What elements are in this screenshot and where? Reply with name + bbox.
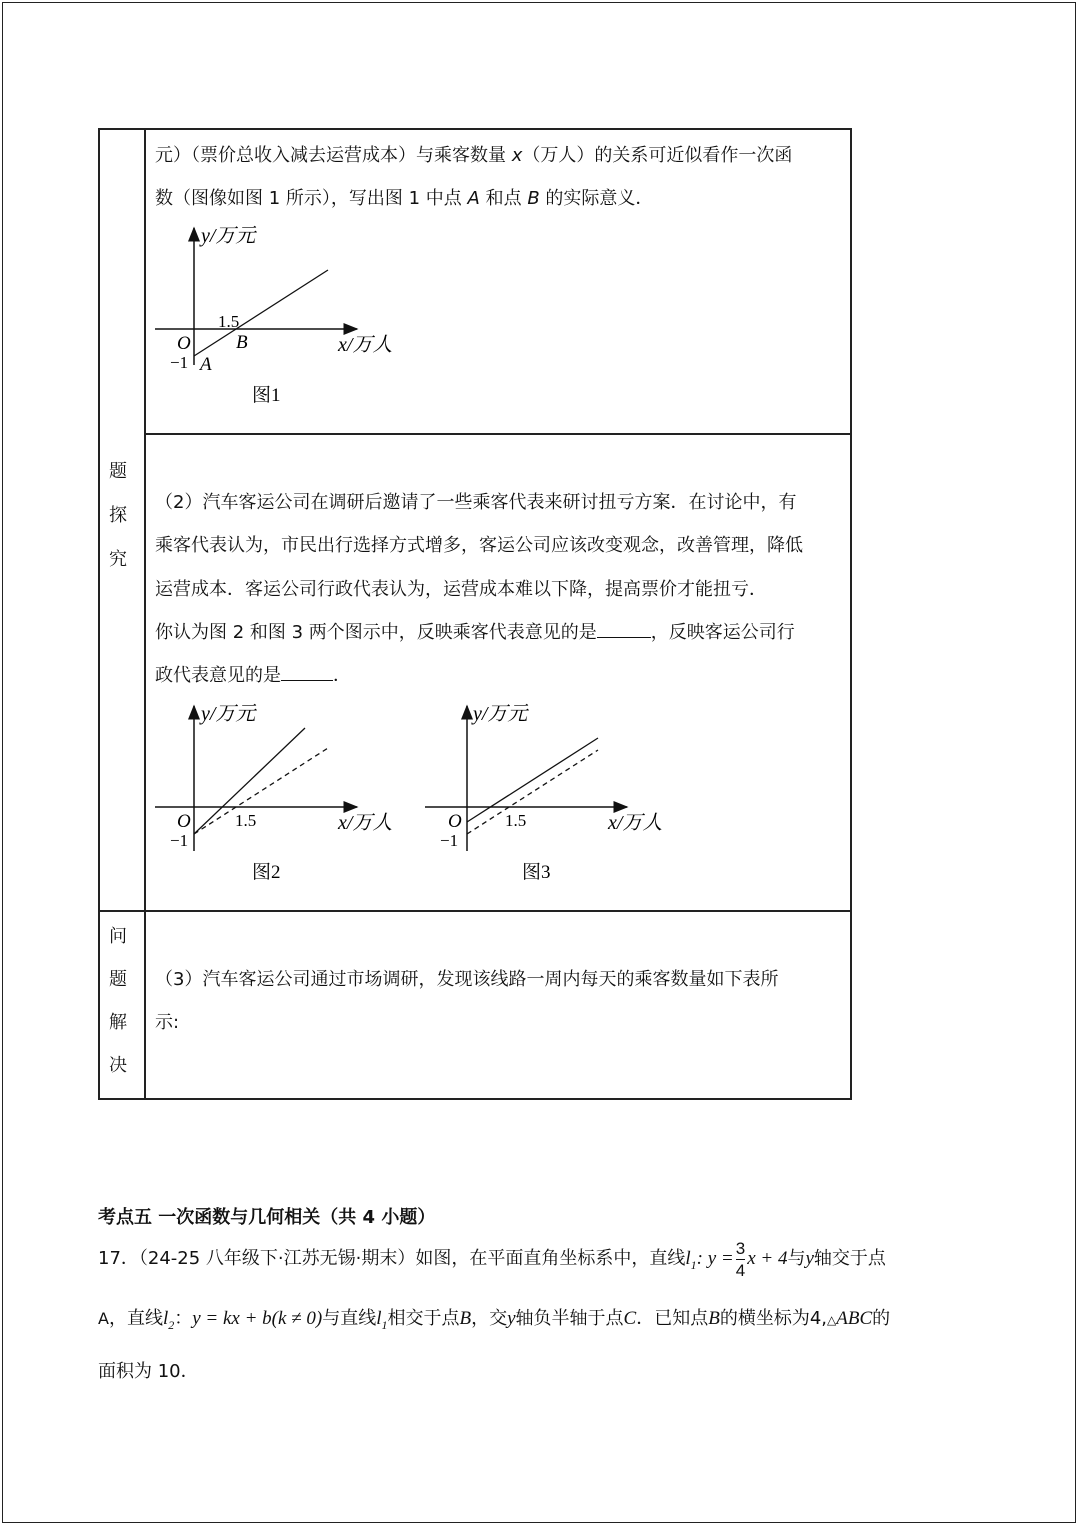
side-label-wen: 问 (109, 926, 127, 947)
p17-fraction (736, 1240, 745, 1279)
row-divider-2 (98, 910, 851, 912)
fig2-origin: O (177, 811, 191, 832)
problem17-line1 (98, 1236, 886, 1288)
row2-line1: （2）汽车客运公司在调研后邀请了一些乘客代表来研讨扭亏方案．在讨论中，有 (155, 492, 797, 513)
fig1-point-B-label: B (236, 332, 248, 353)
p17-y-var-2: y (507, 1308, 516, 1329)
row1-line1-part-a: 元）（票价总收入减去运营成本）与乘客数量 (155, 145, 506, 166)
fig2-x-label: x/万人 (338, 812, 393, 834)
p17-line2-part-g: 的横坐标为 (719, 1308, 810, 1329)
problem17-line3: 面积为 10． (98, 1361, 199, 1382)
table-right-border (850, 128, 852, 1099)
p17-l1-ref-letter: l (376, 1308, 382, 1329)
p17-l1-sub: 1 (690, 1257, 697, 1272)
side-label-tan: 探 (109, 505, 127, 526)
answer-blank-2[interactable] (281, 666, 333, 681)
fig1-caption: 图1 (252, 385, 281, 406)
side-label-jie: 解 (109, 1012, 127, 1033)
row1-line2-part-b: 和点 (485, 188, 522, 209)
p17-point-A: A (98, 1309, 109, 1328)
answer-blank-1[interactable] (597, 623, 651, 638)
table-left-border (98, 128, 100, 1099)
fig1-origin: O (177, 333, 191, 354)
row1-point-B: B (527, 188, 540, 209)
fig1-tick-label: 1.5 (218, 312, 240, 331)
fig2-dashed-line (194, 748, 328, 834)
fig2-tick-label: 1.5 (235, 811, 257, 830)
side-label-jue: 决 (109, 1055, 127, 1076)
table-bottom-border (98, 1098, 852, 1100)
p17-y-var: y (805, 1248, 814, 1269)
row1-var-x: x (511, 145, 523, 166)
fig1-x-label: x/万人 (338, 334, 393, 356)
p17-line2-part-h: 的 (872, 1308, 891, 1329)
fig1-y-label: y/万元 (201, 225, 256, 247)
p17-abc: ABC (836, 1308, 873, 1329)
p17-line2-part-f: ．已知点 (636, 1308, 709, 1329)
p17-line2-part-a: ，直线 (108, 1308, 163, 1329)
p17-line2-part-e: 轴负半轴于点 (515, 1308, 624, 1329)
row-divider-1 (144, 433, 851, 435)
p17-point-C: C (623, 1308, 637, 1329)
row1-line1 (155, 141, 792, 167)
p17-l1-letter: l (685, 1248, 691, 1269)
p17-line2-colon: ： (174, 1308, 193, 1329)
fig1-neg-one: −1 (170, 353, 189, 372)
row1-line2 (155, 184, 653, 210)
p17-line2-expr: y = kx + b(k ≠ 0) (192, 1308, 323, 1329)
row2-line3: 运营成本．客运公司行政代表认为，运营成本难以下降，提高票价才能扭亏． (155, 579, 767, 600)
p17-frac-den: 4 (735, 1260, 746, 1280)
table-top-border (98, 128, 852, 130)
p17-line1-part-c: 轴交于点 (813, 1248, 886, 1269)
figure-2 (145, 693, 425, 893)
p17-line-l1 (685, 1248, 734, 1272)
p17-line2-part-c: 相交于点 (387, 1308, 460, 1329)
row2-line4-part-b: ，反映客运公司行 (650, 622, 795, 643)
p17-expr-rest: x + 4 (747, 1248, 788, 1269)
fig3-caption: 图3 (522, 862, 551, 883)
side-label-ti: 题 (109, 461, 127, 482)
p17-l1-y-eq: : y = (696, 1248, 734, 1269)
fig3-neg-one: −1 (440, 831, 459, 850)
row2-line4-part-a: 你认为图 2 和图 3 两个图示中，反映乘客代表意见的是 (155, 622, 597, 643)
p17-line1-part-a: 17．（24-25 八年级下·江苏无锡·期末）如图，在平面直角坐标系中，直线 (98, 1248, 686, 1269)
p17-point-B-2: B (708, 1308, 720, 1329)
fig2-neg-one: −1 (170, 831, 189, 850)
figure-3 (415, 693, 695, 893)
p17-l2-sub: 2 (168, 1317, 175, 1332)
section-title: 考点五 一次函数与几何相关（共 4 小题） (98, 1207, 436, 1228)
fig3-origin: O (448, 811, 462, 832)
fig3-solid-line (467, 738, 598, 822)
p17-line2-part-b: 与直线 (322, 1308, 377, 1329)
row2-line5 (155, 661, 351, 687)
row1-point-A: A (467, 188, 480, 209)
p17-line2-part-d: ，交 (471, 1308, 508, 1329)
row2-line5-part-b: ． (333, 665, 351, 686)
fig2-y-label: y/万元 (201, 703, 256, 725)
side-label-jiu: 究 (109, 549, 127, 570)
fig1-point-A-label: A (200, 354, 212, 375)
row2-line2: 乘客代表认为，市民出行选择方式增多，客运公司应该改变观念，改善管理，降低 (155, 535, 803, 556)
p17-l1-ref (376, 1308, 388, 1332)
p17-frac-bar (736, 1259, 745, 1260)
p17-l1-ref-sub: 1 (381, 1317, 388, 1332)
side-label-ti2: 题 (109, 969, 127, 990)
row3-line2: 示: (155, 1012, 180, 1033)
p17-l2 (162, 1308, 175, 1332)
p17-line1-part-b: 与 (787, 1248, 806, 1269)
row2-line5-part-a: 政代表意见的是 (155, 665, 281, 686)
fig2-caption: 图2 (252, 862, 281, 883)
fig3-x-label: x/万人 (608, 812, 663, 834)
p17-l2-letter: l (162, 1308, 169, 1329)
p17-frac-num: 3 (735, 1238, 746, 1258)
problem17-line2 (98, 1304, 890, 1333)
figure-1 (145, 215, 425, 415)
fig1-line (194, 270, 328, 356)
fig3-dashed-line (467, 750, 598, 834)
p17-triangle-symbol: △ (827, 1313, 837, 1327)
fig3-tick-label: 1.5 (505, 811, 527, 830)
fig3-y-label: y/万元 (473, 703, 528, 725)
p17-value-4: 4, (809, 1308, 828, 1329)
row1-line2-part-c: 的实际意义． (545, 188, 654, 209)
row2-line4 (155, 618, 795, 644)
p17-point-B: B (459, 1308, 472, 1329)
row1-line1-part-b: （万人）的关系可近似看作一次函 (522, 145, 793, 166)
row1-line2-part-a: 数（图像如图 1 所示），写出图 1 中点 (155, 188, 462, 209)
row3-line1: （3）汽车客运公司通过市场调研，发现该线路一周内每天的乘客数量如下表所 (155, 969, 779, 990)
